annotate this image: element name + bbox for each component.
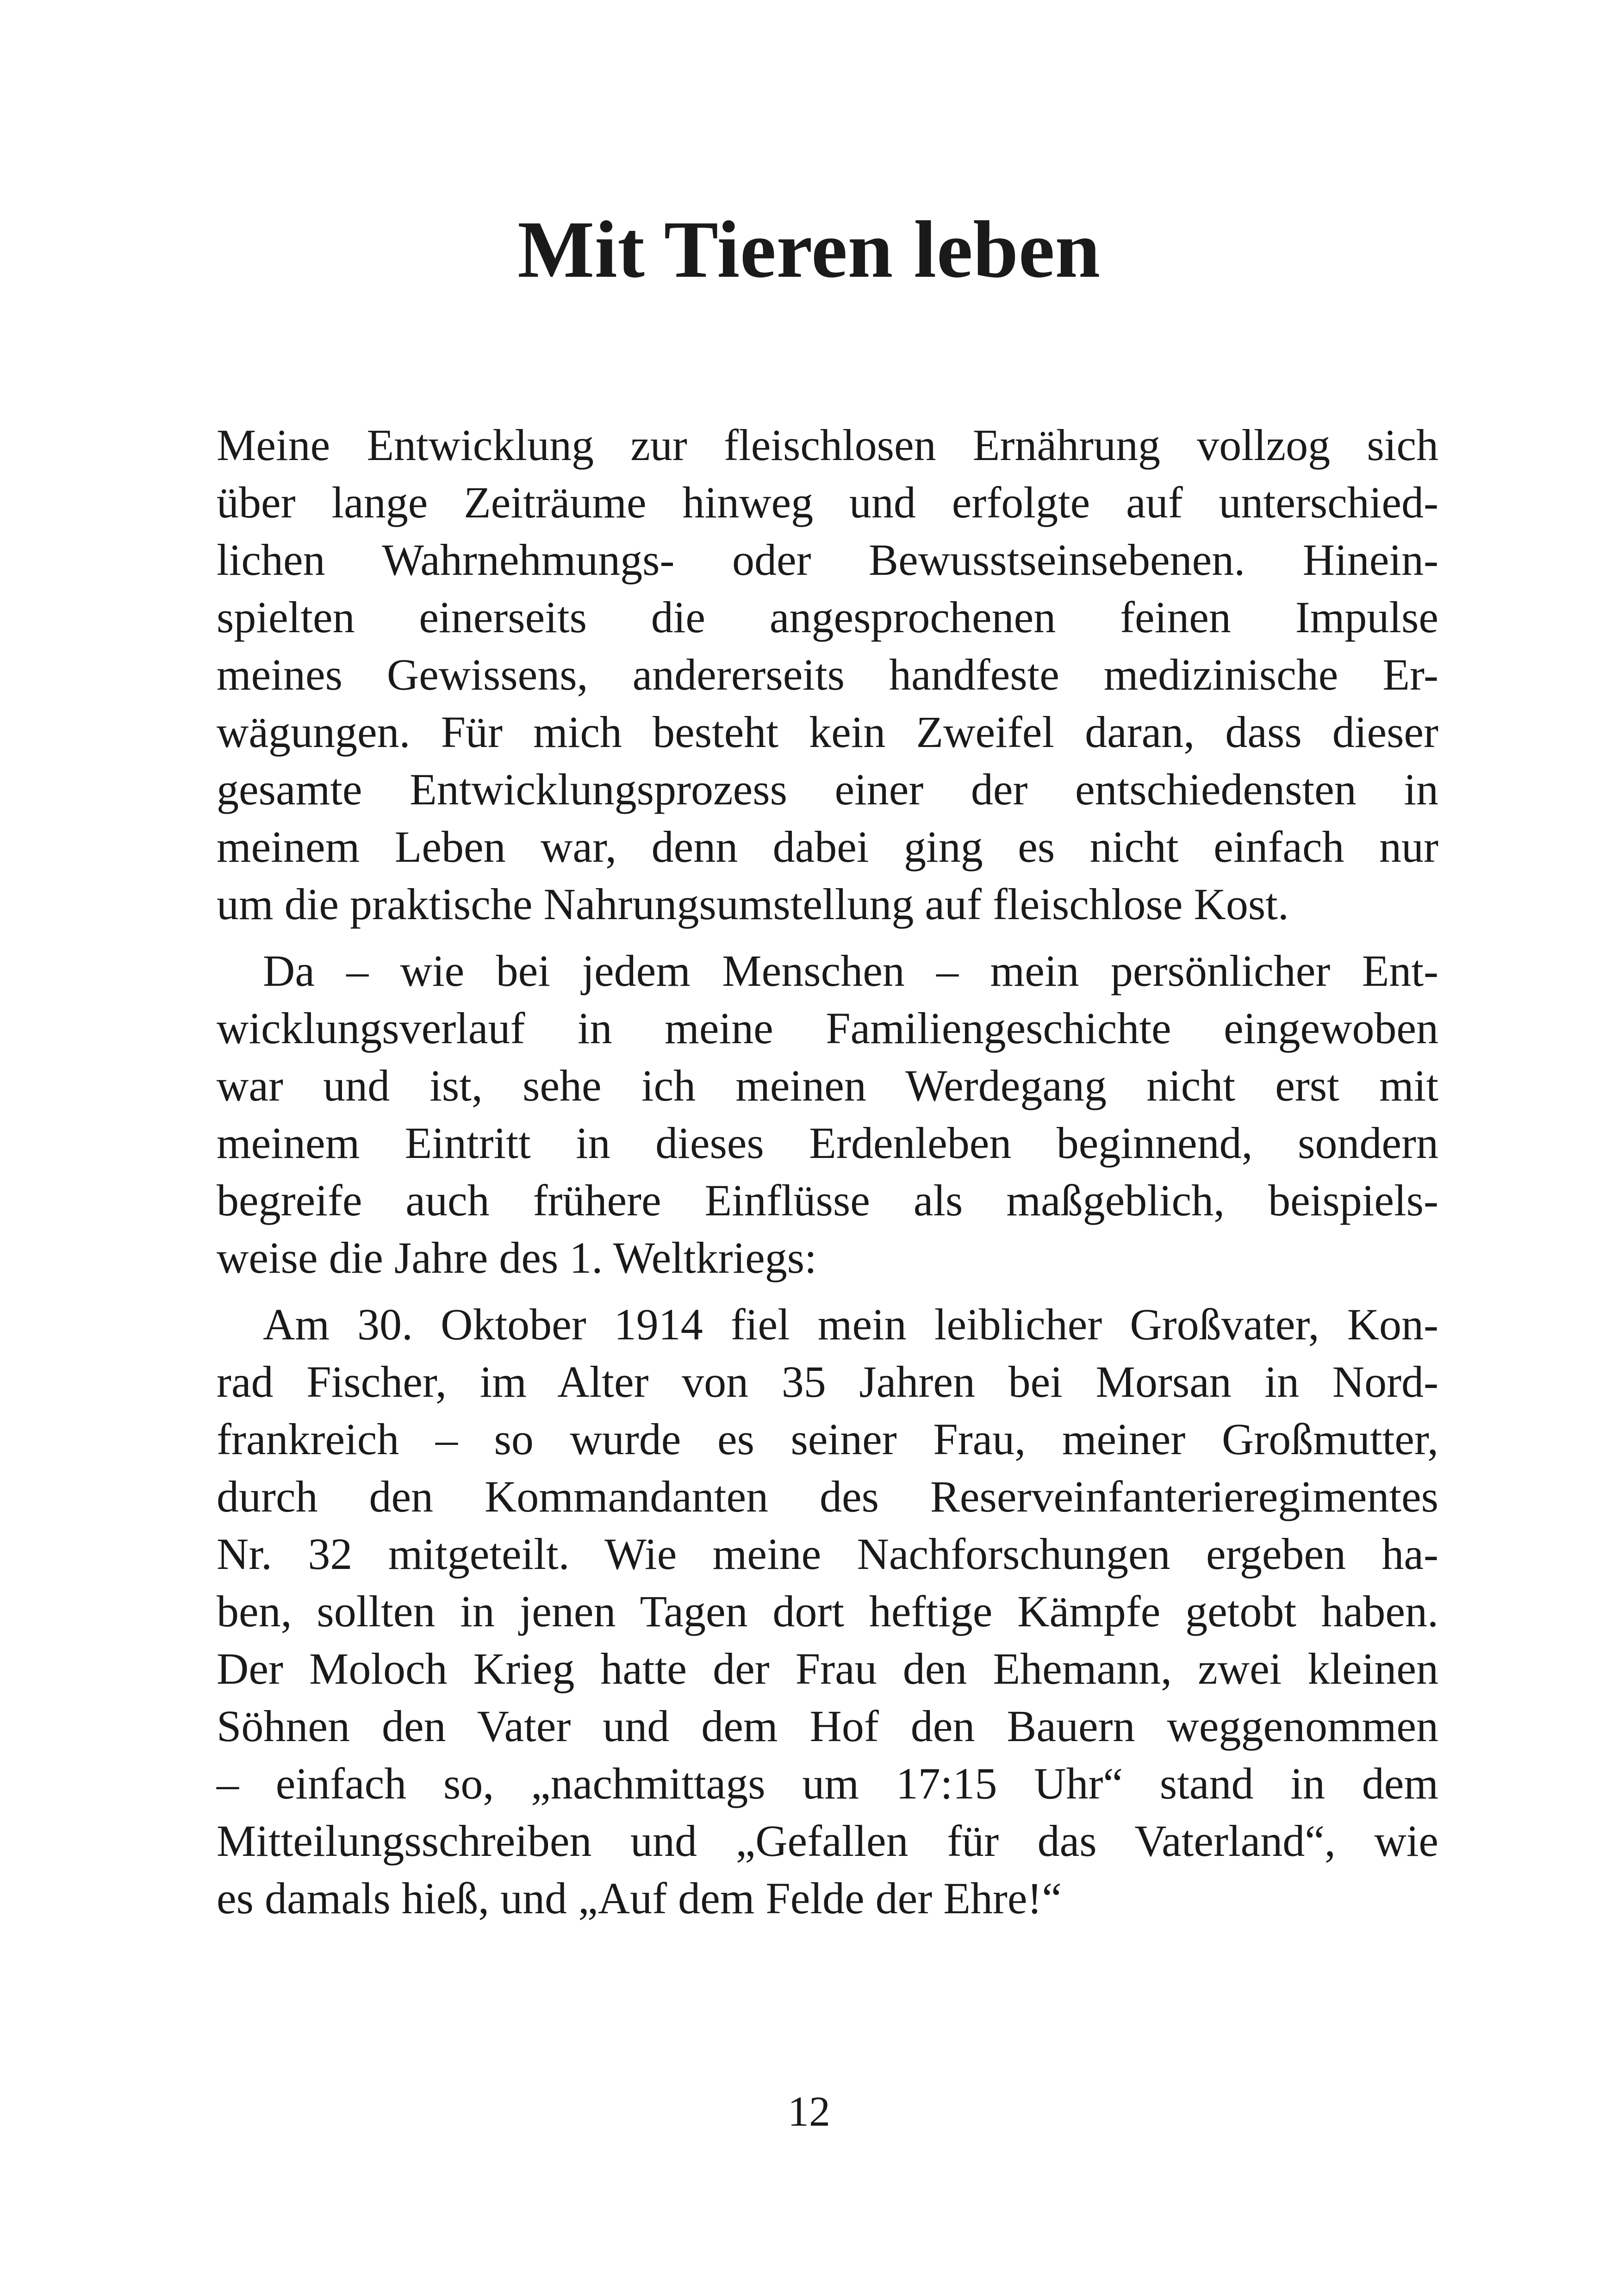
text-line: weise die Jahre des 1. Weltkriegs: (217, 1233, 817, 1282)
text-line: Söhnen den Vater und dem Hof den Bauern weggenommen (217, 1701, 1438, 1751)
text-line: war und ist, sehe ich meinen Werdegang nicht erst mit (217, 1061, 1438, 1110)
text-line: Am 30. Oktober 1914 fiel mein leiblicher Großvater, Kon- (263, 1300, 1438, 1349)
text-line: um die praktische Nahrungsumstellung auf fleischlose Kost. (217, 879, 1289, 929)
text-line: über lange Zeiträume hinweg und erfolgte auf unterschied- (217, 478, 1438, 527)
chapter-title: Mit Tieren leben (517, 205, 1101, 295)
text-line: gesamte Entwicklungsprozess einer der entschiedensten in (217, 765, 1438, 814)
text-line: ben, sollten in jenen Tagen dort heftige Kämpfe getobt haben. (217, 1587, 1438, 1636)
page-number: 12 (788, 2088, 830, 2135)
text-line: begreife auch frühere Einflüsse als maßgeblich, beispiels- (217, 1176, 1438, 1225)
text-line: meines Gewissens, andererseits handfeste medizinische Er- (217, 650, 1438, 699)
text-line: lichen Wahrnehmungs- oder Bewusstseinsebenen. Hinein- (217, 535, 1438, 585)
text-line: meinem Leben war, denn dabei ging es nicht einfach nur (217, 822, 1438, 871)
text-line: Nr. 32 mitgeteilt. Wie meine Nachforschungen ergeben ha- (217, 1529, 1438, 1579)
text-line: spielten einerseits die angesprochenen feinen Impulse (217, 592, 1438, 642)
text-line: wicklungsverlauf in meine Familiengeschichte eingewoben (217, 1003, 1438, 1053)
text-line: Der Moloch Krieg hatte der Frau den Ehemann, zwei kleinen (217, 1644, 1438, 1693)
text-line: es damals hieß, und „Auf dem Felde der Ehre!“ (217, 1873, 1062, 1923)
text-line: durch den Kommandanten des Reserveinfanterieregimentes (217, 1472, 1438, 1521)
text-line: wägungen. Für mich besteht kein Zweifel daran, dass dieser (217, 707, 1438, 757)
text-line: Meine Entwicklung zur fleischlosen Ernährung vollzog sich (217, 420, 1438, 470)
text-line: rad Fischer, im Alter von 35 Jahren bei Morsan in Nord- (217, 1357, 1438, 1406)
text-line: Da – wie bei jedem Menschen – mein persönlicher Ent- (263, 946, 1438, 996)
text-line: meinem Eintritt in dieses Erdenleben beginnend, sondern (217, 1118, 1438, 1168)
text-line: Mitteilungsschreiben und „Gefallen für das Vaterland“, wie (217, 1816, 1438, 1866)
text-line: – einfach so, „nachmittags um 17:15 Uhr“ stand in dem (217, 1759, 1438, 1808)
text-line: frankreich – so wurde es seiner Frau, meiner Großmutter, (217, 1414, 1438, 1464)
